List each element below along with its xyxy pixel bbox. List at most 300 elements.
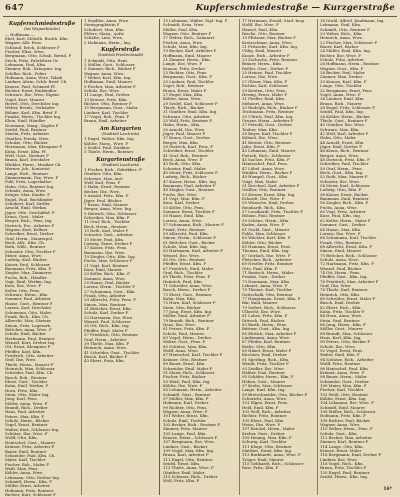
directory-entry: Wenzel, Paul, Bäcker	[320, 265, 362, 271]
directory-entry: Hänsel, Paul, Kfm.	[242, 26, 279, 32]
directory-entry: 81 Peters, Fritz, Kfm. F	[163, 326, 210, 332]
directory-entry: Wolff, Fritz, Rentner	[320, 361, 361, 367]
directory-entry: Fuchs, Rob., Händler	[5, 274, 47, 280]
directory-entry: Ott, Ernst, Klempner F	[5, 344, 51, 350]
directory-entry: 35 Ullrich, Paul, Kfm. Ing.	[242, 113, 294, 119]
directory-entry: Krämer, Otto, Rentner	[163, 356, 208, 362]
directory-entry: 105 Lange, Paul, Kfm.	[163, 430, 207, 436]
directory-entry: Schlund, Erich, Schlesser F	[5, 44, 60, 50]
directory-entry: Becker, Ilse, Wwe.	[84, 188, 121, 194]
directory-entry: Ebert, Gust., Tischler	[5, 379, 48, 384]
directory-entry: Wolff, Anna, Wwe.	[163, 348, 199, 354]
directory-entry: Schwarz, Herm., Kfm.	[5, 292, 49, 298]
directory-entry: Busch, Emil, Dreher	[320, 300, 360, 306]
directory-entry: 110 Weber, Herm., Pens. F	[320, 426, 373, 432]
directory-entry: Walter, Kurt, Schlosser Ing.	[5, 426, 60, 432]
directory-entry: Baumann, Emil, Rentner	[320, 196, 369, 202]
directory-entry: Gottschalk, Otto, Rentner	[242, 291, 293, 297]
column-3	[161, 19, 239, 495]
directory-entry: 46 Kraus, Rich., Rentner	[320, 148, 369, 154]
directory-entry: 89 Hänel, Ernst, Maler F	[242, 348, 292, 354]
directory-entry: Tauber, Max, Kfm.	[242, 126, 279, 132]
directory-entry: Schuster, Emil, Maler	[163, 165, 206, 171]
directory-entry: Zimmermann, Ilse, Wwe. F	[5, 174, 59, 180]
directory-entry: 53 Keller, Otto, Pens.	[163, 204, 205, 210]
directory-entry: Wolf, Fritz, Kfm. F	[163, 478, 200, 484]
directory-entry: 64 Haase, Max, Kfm.	[320, 226, 362, 232]
directory-entry: Meier, Anna, Wwe.	[5, 253, 43, 259]
directory-entry: Ebel, Karl, Möbelh. Buchh. Kfm.	[5, 35, 69, 41]
directory-entry: 84 Horn, Anna, Wwe.	[320, 313, 363, 319]
directory-entry: 33 Wolf, Fritz, Rentner F	[163, 117, 213, 123]
directory-entry: Zimmer, Fritz, Maurer	[163, 426, 208, 432]
directory-entry: 83 Vogel, Herm., Dreher	[163, 335, 212, 341]
directory-entry: Beck, Herm., Rentner	[84, 223, 128, 229]
directory-entry: 7 Weber, Karl, Kfm. Ing.	[84, 74, 132, 80]
directory-entry: Lange, Karl, Kfm. Ing.	[242, 387, 286, 393]
directory-entry: Seidel, Paul, Kfm. Ing.	[320, 109, 364, 115]
directory-entry: Ludwig, Karl, Bäcker	[5, 257, 47, 263]
directory-entry: Mehnert, Anna, Wwe.	[242, 100, 285, 106]
directory-entry: Heinrich, Anna, Wwe.	[84, 345, 128, 351]
directory-entry: 98 Bauer, Herm., Maler	[320, 374, 367, 380]
street-subheading: (Stadtteil Friedrichstadt)	[97, 53, 144, 58]
directory-entry: Kreher, Gust., Dreher	[242, 430, 285, 436]
directory-entry: Wagner, Kurt, Kellner	[5, 226, 48, 232]
directory-entry: Köhler, Marg., Wwe. F	[84, 140, 129, 146]
directory-entry: 88 Brandt, Max, Schlosser	[320, 330, 373, 336]
directory-entry: Kaden, Anna, Wwe. F	[242, 222, 285, 228]
directory-entry: Stein, Paul, Rentner	[320, 317, 360, 323]
directory-entry: 25 Haase, Paul, Bäcker	[84, 280, 130, 286]
column-4	[239, 19, 317, 495]
directory-entry: Ziegler, Max, Zimmerer	[5, 270, 52, 276]
directory-entry: 1 Seydlitz, Anna, Wwe.	[84, 18, 130, 23]
directory-entry: Günther, Otto, Kfm.	[84, 171, 123, 177]
directory-entry: Vogel, Ernst, Rentner	[5, 422, 48, 428]
directory-entry: Graf, Rich., Tischler	[163, 269, 203, 275]
directory-entry: Schuricht, Anna, Wwe.	[242, 395, 288, 401]
directory-entry: Braun, Karl, Drechsler	[5, 157, 50, 163]
directory-entry: Hofmann, Fritz, Rentner	[5, 487, 54, 493]
directory-entry: Kurz, Ilse, Wwe. F	[5, 283, 42, 289]
directory-entry: 17 Kaiser, Fritz, Pens.	[84, 245, 128, 251]
directory-entry: 1 Fischer, Rich., Fabrikbes. F	[84, 167, 142, 173]
directory-entry: Zimmer, Rob., Kriegsinv. Ing.	[5, 66, 63, 72]
directory-entry: 74 Ott, Herm., Pens.	[320, 269, 361, 275]
directory-entry: Wagner, Gust., Kfm. F	[320, 65, 364, 71]
directory-entry: 23 Richter, Otto, Pens.	[163, 70, 208, 76]
directory-entry: Lindner, Ilse, Wwe.	[320, 456, 358, 462]
directory-entry: Maier, Karl, Tischler	[5, 457, 46, 463]
directory-entry: 87 Hentschel, Karl, Tischler F	[163, 352, 223, 358]
directory-entry: 9 Dietrich, Otto, Schlosser	[84, 210, 137, 216]
directory-entry: Hofmann, Fritz, Kfm. F	[320, 413, 366, 419]
column-1	[3, 19, 81, 495]
directory-entry: 61 Grahl, Gust., Maurer	[242, 226, 290, 232]
directory-entry: 31 Böttcher, Ernst, Kfm.	[84, 306, 132, 312]
directory-entry: Braun, Rich., Maurer	[320, 100, 362, 106]
directory-entry: 27 Engel, Max, Kfm.	[163, 91, 204, 97]
directory-entry: Lindner, Alwin, Schlr. Brief. Ch.	[5, 79, 68, 85]
directory-entry: Schulz, Emil, Bäcker	[5, 331, 46, 337]
directory-entry: Graf, Herm., Maurerpol.	[5, 235, 54, 241]
directory-entry: Krause, Herm., Schlosser F	[163, 435, 218, 440]
directory-entry: Lorenz, Ilse, Wwe.	[242, 74, 279, 80]
directory-entry: Frank, Otto, Arbeiter	[84, 293, 126, 299]
directory-entry: Jäger, Emil, Dreher F	[320, 143, 362, 149]
directory-entry: 65 Ott, Otto, Rentner	[163, 256, 206, 262]
directory-entry: Herrmann, Max, Klempner F	[5, 144, 63, 150]
directory-entry: Köhler, Ilse, Wwe. F	[163, 382, 203, 388]
directory-entry: 29 Albrecht, Fritz, Pens. F	[84, 297, 136, 303]
directory-entry: 103 Wolf, Rich., Arbeiter	[242, 408, 291, 414]
directory-entry: Vogel, Kurt, Maurer	[5, 96, 45, 102]
directory-entry: 38 Köhler, Herm., Bäcker	[320, 113, 371, 119]
directory-entry: Schulz, Max, Kfm. Ing.	[163, 44, 208, 50]
directory-entry: 41 Börner, Otto, Rentner	[242, 139, 292, 145]
directory-entry: 11 Lange, Paul, Dreher	[84, 92, 130, 98]
directory-entry: 69 Nestler, Fritz, Rentner	[242, 261, 293, 267]
directory-entry: 31 Fiedler, Emil, Kfm.	[242, 96, 286, 102]
directory-entry: Lindner, Gust., Bäcker	[163, 443, 208, 449]
directory-entry: Wendt, Fritz, Tischler F	[242, 361, 289, 367]
directory-entry: Weiß, Max, Pens.	[5, 465, 39, 471]
directory-entry: Stenographistin F	[84, 22, 120, 28]
directory-entry: Krämer, Fritz, Arbeiter F	[5, 444, 55, 450]
columns	[3, 19, 397, 495]
directory-entry: Schuster, Gust., Arbeiter	[84, 232, 133, 238]
directory-entry: Schulz, Max, Kfm. Ing.	[163, 243, 208, 249]
directory-entry: Ludwig, Otto, Kfm. F	[320, 187, 362, 193]
directory-entry: Braun, Karl, Arbeiter F	[163, 452, 209, 458]
directory-entry: Weber, Bernh., Verkäufer	[5, 105, 55, 111]
directory-entry: 104 Lehmann, Ilse, Wwe. F	[320, 400, 374, 406]
directory-entry: Sommer, Anna, Wwe.	[84, 275, 127, 281]
directory-entry: 105 Ebert, Paul, Kfm.	[242, 417, 285, 423]
directory-entry: Rößler, Gust., Dreher F	[242, 65, 289, 71]
directory-entry: Gruner, Herm., Arbeiter F	[242, 117, 294, 123]
directory-entry: Köhler, Anna, Wwe.	[163, 96, 202, 102]
directory-entry: 39 Beyer, Karl, Tischler F	[242, 130, 293, 136]
directory-entry: Matthes, Ernst, Kfm. Ing.	[242, 448, 293, 454]
directory-entry: Hahn, Otto, Maler	[320, 135, 357, 141]
directory-entry: 29 Seidel, Karl, Schlosser F	[163, 100, 218, 106]
directory-entry: Schmidt, Erna, Wwe.	[163, 22, 205, 28]
directory-entry: Schulz, Gust., Kfm.	[320, 430, 358, 436]
directory-entry: 20 Weber, Rich., Kfm.	[320, 31, 363, 37]
directory-entry: Wagner, Anna, Wwe. F	[163, 408, 208, 414]
column-5	[317, 19, 395, 495]
directory-entry: Kuhn, Max, Kfm.	[163, 296, 197, 301]
directory-entry: 108 Richter, Paul, Bäcker	[320, 417, 371, 423]
directory-entry: Ulbricht, Ilse, Wwe.	[242, 309, 282, 315]
directory-entry: 106 Müller, Rich., Schlosser	[320, 408, 376, 414]
directory-entry: Näther, Paul, Rentner	[242, 369, 285, 375]
directory-entry: 19 Becker, Karl, Arbeiter F	[163, 48, 217, 54]
directory-entry: Fleischer, Rich., Arbeiter	[242, 256, 292, 262]
directory-entry: Kühn, Ernst, Kfm. Pf.	[5, 148, 47, 154]
directory-entry: 44 Arnold, Ernst, Kfm.	[320, 139, 365, 145]
directory-entry: Klein, Emil, Händler	[5, 118, 46, 124]
directory-entry: Horn, Fritz, Kfm.	[5, 387, 39, 393]
directory-entry: 7 Kraus, Emil, Maurer	[84, 201, 129, 207]
directory-entry: Wenzel, Ilse, Wwe.	[163, 252, 200, 258]
directory-entry: 43 Lehmann, Emil, Maurer	[242, 148, 296, 154]
directory-entry: 79 Seifert, Rich., Schlosser	[242, 304, 296, 310]
directory-entry: 49 Ziegler, Gust., Rentner	[163, 187, 215, 193]
directory-entry: Wagner, Alfr. Pens.	[5, 40, 43, 46]
directory-entry: Fischer, Karl, Tischler	[320, 387, 364, 393]
directory-entry: Pfeiffer, Emil, Maler F	[84, 327, 128, 333]
directory-entry: Bergmann, Otto, Schnh. Bernd. F	[5, 53, 72, 59]
directory-entry: Schneider, Emil, Maler F	[163, 365, 213, 371]
directory-entry: Wagner, Anna, Wwe.	[320, 421, 361, 427]
directory-entry: Haase, Gust., Rentner F	[5, 300, 53, 306]
directory-entry: Lange, Otto, Tischler	[320, 83, 362, 89]
directory-entry: Krämer, Anna, Wwe. F	[320, 369, 365, 375]
directory-entry: 36 Engel, Fritz, Schlosser F	[320, 104, 375, 110]
directory-entry: 86 Jung, Herm., Kfm. F	[320, 322, 366, 328]
directory-entry: Krüger, Max, Kaufm. F	[5, 192, 50, 198]
directory-entry: Jung, Karl, Pens.	[5, 396, 38, 402]
page-header	[3, 3, 397, 17]
directory-entry: Schneider, Paul, Kfm. Ch.	[5, 452, 56, 458]
directory-entry: Eichler, Karl, Schlosser	[242, 83, 289, 89]
directory-entry: Eckardt, Ilse, Wwe. F	[242, 196, 285, 202]
directory-entry: 94 Schütze, Rich., Arbeiter	[320, 356, 374, 362]
directory-entry: 77 Hauptmann, Ernst, Kfm. F	[242, 296, 301, 301]
directory-entry: Lange, Ilse, Wwe. F	[163, 61, 203, 67]
directory-entry: Baumann, Fritz, Kfm. F	[5, 266, 52, 272]
directory-entry: Haas, Karl, Kfm. Ing.	[320, 335, 362, 341]
directory-entry: 112 Becker, Max, Arbeiter	[320, 435, 372, 440]
directory-entry: 48 Dietrich, Fritz, Kfm. F	[320, 157, 370, 162]
directory-entry: 111 Kluge, Otto, Rentner	[242, 443, 292, 449]
directory-entry: Schumann, Otto, Maler	[5, 309, 52, 315]
directory-entry: 40 Günther, Ilse, Wwe.	[320, 122, 366, 128]
street-heading: Kupferschmiedestraße	[8, 21, 76, 27]
directory-entry: 39 Thiele, Max, Kfm. F	[84, 340, 130, 346]
directory-entry: 45 Sachse, Fritz, Kfm. F	[242, 157, 290, 162]
directory-entry: 35 Arnold, Ilse, Wwe.	[163, 126, 206, 132]
directory-entry: Uhlig, Emil, Maurer	[242, 48, 282, 54]
directory-entry: 30 Krause, Karl, Kfm. F	[320, 78, 367, 84]
directory-entry: 116 Bergmann, Emil, Dreher F	[320, 452, 382, 458]
directory-entry: Wenzel, Kurt, Dreher Ing.	[5, 339, 56, 345]
directory-entry: Heinrich, Paul, Kfm.	[163, 278, 203, 284]
directory-entry: Bräuer, Herm., Kfm.	[242, 61, 282, 67]
directory-entry: Berger, Max, Kfm.	[163, 139, 199, 145]
directory-entry: Keller, Otto, Pens.	[5, 287, 41, 293]
directory-entry: Stein, Otto, Maler Ing.	[5, 392, 50, 398]
directory-entry: 77 Jung, Ernst, Kfm. Ing.	[163, 309, 213, 315]
directory-entry: Berger, Anna, Wwe. Ing.	[84, 206, 133, 212]
directory-entry: Vogt, Emil, Werkm. Ing.	[5, 279, 52, 285]
directory-entry: Otto, Paul, Kfm. F	[242, 265, 278, 271]
directory-entry: 63 Wächter, Karl, Kfm. F	[242, 235, 291, 241]
directory-entry: Simon, Herm., Schlosser F	[163, 235, 216, 241]
directory-entry: Müller, Ernst, Arbeiter	[5, 483, 50, 489]
directory-entry: 56 Kaiser, Ernst, Bäcker	[320, 191, 368, 197]
directory-entry: 92 Vogel, Ernst, Pens.	[320, 348, 364, 354]
street-subheading: (Stadtteil Loschwitz)	[101, 131, 140, 136]
directory-entry: 99 Richter, Otto, Pens.	[163, 404, 208, 410]
directory-entry: 71 Rentsch, Herm., Maler	[242, 269, 294, 275]
directory-entry: 73 Ebert, Gust., Rentner	[163, 291, 212, 297]
directory-entry: Schulz, Emil, Tischler	[163, 417, 207, 423]
directory-entry: Ehlers, Marg., Aufw.	[84, 31, 125, 37]
directory-entry: Schmidt, Herm., Kfm. F	[5, 478, 52, 484]
directory-entry: Pfeiffer, Ernst, Kfm. F	[163, 261, 207, 267]
directory-entry: Rothe, Otto, Kfm.	[242, 343, 277, 349]
directory-entry: 5 Thiele, Herm., Rentner	[84, 149, 134, 155]
directory-entry: Lehmann, Paul, Kfm.	[5, 61, 47, 67]
directory-entry: Scholz, Herm., Bäcker	[5, 418, 50, 424]
directory-entry: 27 Gläser, Max, Kfm. F	[242, 78, 288, 84]
directory-entry: Wagner, Anna, Wwe.	[84, 70, 125, 76]
directory-entry: Hahn, Otto, Rentner Ing.	[5, 183, 55, 189]
directory-entry: 32 Bergmann, Ernst, Pens.	[320, 87, 373, 93]
directory-entry: Rost, Fritz, Kfm. F	[242, 465, 279, 471]
directory-entry: Heinrich, Max, Schlosser	[5, 365, 55, 371]
directory-entry: Schulze, Otto, Bäcker	[5, 140, 48, 146]
directory-entry: 85 Schütze, Max, Kfm.	[163, 343, 208, 349]
directory-entry: Franke, Herm., Tischler Ing.	[5, 114, 62, 120]
directory-entry: Schubert, Karl, Sattler	[5, 200, 50, 206]
directory-entry: 114 Lange, Otto, Kfm.	[320, 443, 364, 449]
directory-entry: 18 Grahl, Alfred, Kaufmann, Ing.	[320, 18, 385, 23]
directory-entry: Köhler, Anna, Wwe.	[5, 470, 44, 476]
directory-entry: 3 Hahn, Ernst, Rentner	[84, 184, 131, 190]
directory-entry: 2 Hofmann, Herm., Ing.	[84, 39, 132, 45]
directory-entry: Sommer, Paul, Arbeiter	[5, 296, 52, 302]
directory-entry: Martin, Fritz, Arbeiter	[5, 131, 50, 137]
directory-entry: Berger, Anna, Wwe.	[320, 152, 360, 158]
directory-entry: 81 Lohse, Fritz, Kfm. F	[242, 313, 288, 319]
directory-entry: Wenzel, Paul, Schlosser	[84, 319, 131, 325]
directory-entry: 87 Pfeifer, Karl, Rentner	[242, 339, 291, 345]
directory-entry: Böhme, Karl, Kfm. Brief. F	[5, 109, 58, 115]
directory-entry: Schwarz, Max, Kfm.	[320, 126, 360, 132]
directory-entry: Kurz, Karl, Dreher	[163, 200, 200, 206]
directory-entry: 115 Schwarz, Rich., Dreher	[163, 474, 218, 480]
directory-entry: Kraus, Gust., Maler	[5, 213, 44, 219]
directory-entry: 41 Schröder, Gust., Tischler	[84, 349, 140, 355]
directory-entry: 80 Schröder, Ernst, Maler F	[320, 296, 376, 301]
directory-entry: 15 Bergmann, Gust., Maler	[84, 105, 138, 111]
directory-entry: Walter, Gust., Pens. F	[163, 339, 206, 345]
directory-entry: Kunze, Rich., Arbeiter F	[242, 52, 290, 58]
directory-entry: 83 Barth, Herm., Pens.	[242, 322, 288, 328]
directory-entry: Albrecht, Max, Gärtner	[5, 318, 51, 324]
directory-entry: 11 Graf, Rich., Tischler	[84, 219, 130, 225]
directory-entry: Seidel, Herm., Kfm. Ing.	[320, 474, 368, 480]
directory-entry: Braun, Fritz, Tischler F	[320, 465, 367, 471]
directory-entry: Lorenz, Herm., Tischler F	[84, 284, 135, 290]
directory-entry: 78 Thiele, Karl, Rentner	[320, 287, 368, 293]
directory-entry: Richter, Kurt, Schlosser F	[5, 491, 56, 497]
directory-entry: 9 Fischer, Max, Arbeiter F	[84, 83, 136, 89]
directory-entry: 1 Engel, Walter, Kfm. Ing.	[84, 136, 135, 142]
directory-entry: 45 Meier, Fritz, Schlosser F	[163, 170, 218, 176]
directory-entry: 52 Roth, Max, Maurer F	[320, 174, 368, 180]
directory-entry: Schulz, Karl, Dreher F	[84, 310, 129, 316]
directory-entry: Möller, Emil, Arbeiter F	[163, 313, 210, 319]
directory-entry: 57 Leonhardt, Fritz, Tischler F	[242, 209, 303, 215]
directory-entry: Ludwig, Ernst, Dreher F	[84, 240, 133, 246]
directory-entry: Richter, Fritz, Rentner	[242, 413, 287, 419]
running-title: Kupferschmiedestraße — Kurzgerstraße	[195, 3, 395, 13]
directory-entry: Busch, Karl, Bäcker F	[84, 353, 128, 359]
directory-entry: 3 Seidel, Paul, Direktor	[84, 144, 131, 150]
directory-entry: 31 Günther, Emil, Kfm. Ing.	[163, 109, 218, 115]
directory-entry: 61 Böttcher, Gust., Bäcker	[163, 239, 216, 245]
directory-entry: Köhler, Otto, Bäcker	[242, 239, 283, 245]
directory-entry: Bauer, Emil, Rentner	[5, 448, 47, 454]
directory-entry: 76 Friedrich, Max, Arbeiter F	[320, 278, 379, 284]
directory-entry: Reiche, Otto, Rentner	[242, 31, 286, 37]
directory-entry: Dittrich, Paul, Bäcker	[242, 317, 285, 323]
street-heading: Kupferstraße	[101, 47, 140, 54]
directory-entry: Vogel, Rob., Rentner	[163, 83, 204, 89]
directory-entry: Jahn, Ernst, Kfm. F	[242, 143, 280, 149]
directory-entry: 96 Hentschel, Paul, Kfm.	[320, 365, 369, 371]
directory-entry: Kuhn, Fritz, Tischler F	[320, 309, 365, 315]
directory-entry: Graf, Ilse, Wwe.	[320, 282, 352, 288]
directory-entry: 49 Hempel, Gust., Kfm.	[242, 174, 289, 180]
directory-entry: Wolff, Otto, Kfm.	[5, 435, 38, 441]
directory-entry: Winkler, Herm., Bäcker F	[242, 170, 293, 176]
directory-entry: 109 Vogel, Max, Kfm. Ing.	[163, 448, 215, 454]
directory-entry: Fuchs, Max, Schlosser F	[84, 258, 133, 264]
directory-entry: Schreiber, Paul, Tischler	[320, 161, 369, 167]
directory-entry: Neumann, Marg., Kupfer F	[5, 122, 59, 128]
directory-entry: 43 Roth, Otto, Kfm.	[163, 161, 202, 167]
directory-entry: Graf, Herm., Arbeiter	[84, 336, 127, 342]
directory-entry: Kurz, Paul, Kfm. Ing.	[320, 213, 361, 219]
directory-entry: 118 Vogel, Rich., Kfm.	[320, 461, 364, 467]
directory-entry: 19 Pfützner, Max, Bäcker F	[242, 35, 296, 41]
directory-entry: Simon, Max, Rentner	[84, 301, 126, 307]
directory-entry: 27 Schumann, Gust., Kfm.	[84, 288, 136, 294]
directory-entry: Jäger, Paul, Maurer F	[163, 130, 206, 136]
directory-entry: Scholz, Paul, Maurer	[163, 330, 205, 336]
directory-entry: 107 Reichel, Herm., Maler	[242, 426, 295, 432]
directory-entry: Krause, Fritz, Dreher	[163, 65, 206, 71]
directory-entry: Schütze, Ilse, Wwe. F	[5, 431, 48, 437]
directory-entry: Häntzschel, Paul, Pens.	[242, 161, 289, 167]
directory-entry: 75 Thieme, Karl, Tischler	[242, 287, 293, 293]
directory-entry: 68 Albrecht, Ernst, Kfm. F	[320, 243, 373, 249]
directory-entry: Schulz, Fritz, Arbeiter	[320, 57, 364, 63]
directory-entry: 28 Becker, Paul, Maler	[320, 70, 365, 76]
directory-entry: 1 Schmidt, Otto, Rent.	[84, 57, 129, 63]
directory-entry: Fuchs, Anna, Wwe.	[320, 204, 358, 210]
directory-entry: 3 Müller, Gust., Schlosser	[84, 61, 135, 67]
directory-entry: Schwarz, Max, Arzt	[84, 175, 123, 181]
directory-entry: Beck, Gust., Kfm. Ing.	[320, 170, 364, 176]
directory-entry: Lorenz, Karl, Drechsler	[5, 305, 52, 311]
directory-entry: Stech, Fritz, Fahrlehrer Gr.	[5, 57, 59, 63]
directory-entry: Wagner, Otto, Rentner F	[163, 31, 212, 37]
directory-entry: 34 Lindner, Emil, Kfm.	[320, 96, 365, 102]
directory-entry: Jäger, Otto, Geschäftsf. F	[5, 209, 55, 215]
directory-entry: Kuhn, Emil, Werkm. F	[5, 383, 49, 389]
directory-entry: 25 Heinze, Paul, Tischler	[242, 70, 292, 76]
directory-entry: 37 Kraus, Gust., Dreher	[163, 135, 211, 141]
directory-entry: 5 Arnold, Fritz, Kfm. F	[84, 193, 129, 199]
